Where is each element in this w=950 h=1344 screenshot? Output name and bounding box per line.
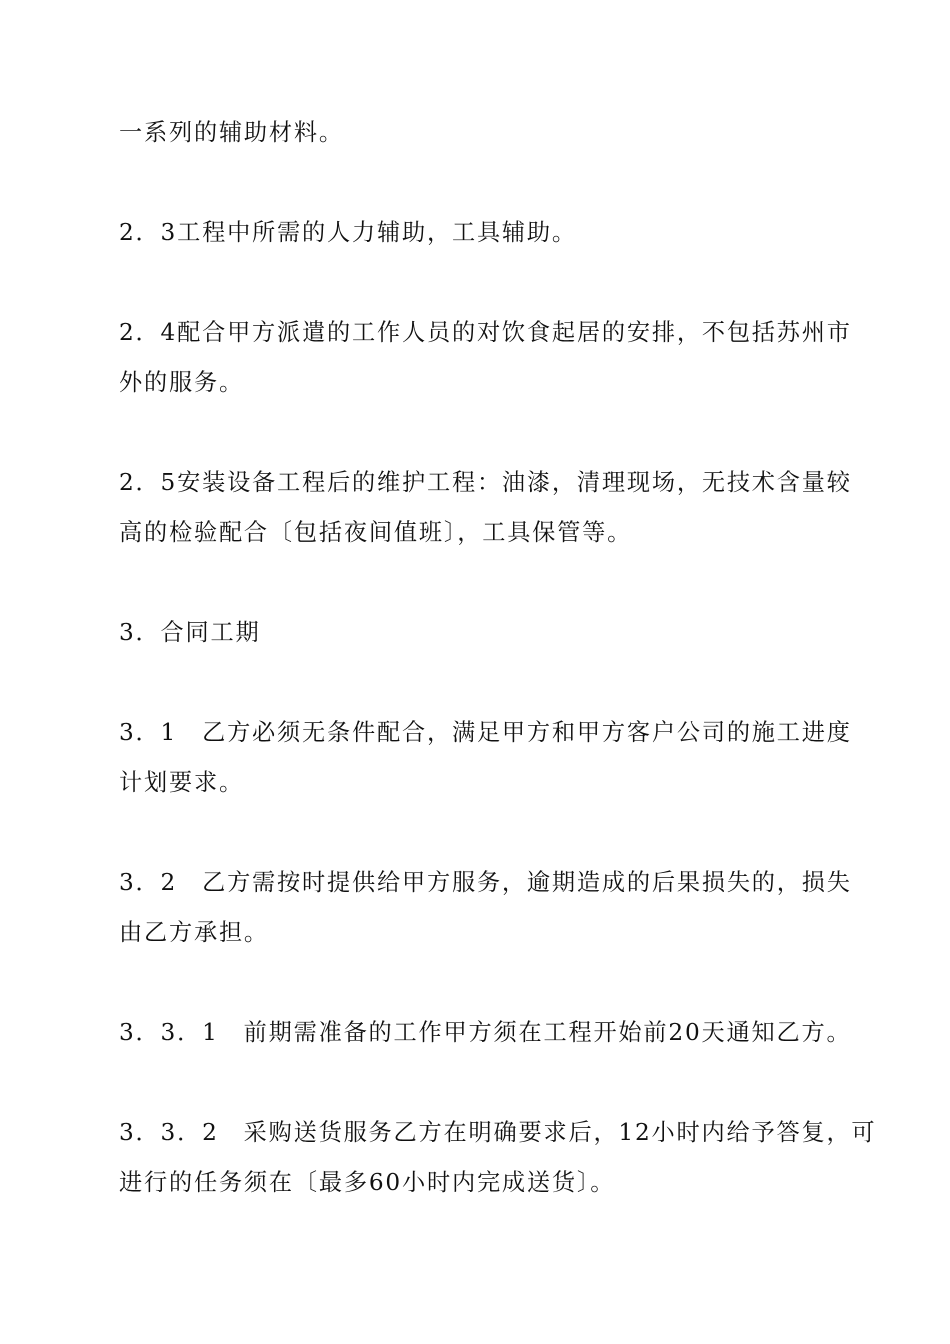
text-line: 3．2 乙方需按时提供给甲方服务，逾期造成的后果损失的，损失 xyxy=(119,869,852,896)
paragraph-2-3 xyxy=(119,208,834,258)
text-line: 由乙方承担。 xyxy=(119,919,269,946)
paragraph-3-1 xyxy=(119,708,852,808)
paragraph-2-4 xyxy=(119,308,852,408)
text-line: 3．3．1 前期需准备的工作甲方须在工程开始前20天通知乙方。 xyxy=(119,1019,852,1046)
paragraph-2-5 xyxy=(119,458,852,558)
text-line: 3．合同工期 xyxy=(119,619,261,646)
text-line: 2．4配合甲方派遣的工作人员的对饮食起居的安排，不包括苏州市 xyxy=(119,319,852,346)
text-line: 进行的任务须在〔最多60小时内完成送货〕。 xyxy=(119,1169,616,1196)
text-line: 高的检验配合〔包括夜间值班〕，工具保管等。 xyxy=(119,519,633,546)
paragraph-3-2 xyxy=(119,858,852,958)
section-heading-3 xyxy=(119,608,834,658)
document-body xyxy=(119,108,877,1258)
paragraph-materials xyxy=(119,108,834,158)
text-line: 3．3．2 采购送货服务乙方在明确要求后，12小时内给予答复，可 xyxy=(119,1119,877,1146)
text-line: 一系列的辅助材料。 xyxy=(119,119,344,146)
text-line: 计划要求。 xyxy=(119,769,244,796)
text-line: 外的服务。 xyxy=(119,369,244,396)
paragraph-3-3-2 xyxy=(119,1108,877,1208)
text-line: 3．1 乙方必须无条件配合，满足甲方和甲方客户公司的施工进度 xyxy=(119,719,852,746)
paragraph-3-3-1 xyxy=(119,1008,852,1058)
text-line: 2．3工程中所需的人力辅助，工具辅助。 xyxy=(119,219,577,246)
text-line: 2．5安装设备工程后的维护工程：油漆，清理现场，无技术含量较 xyxy=(119,469,852,496)
